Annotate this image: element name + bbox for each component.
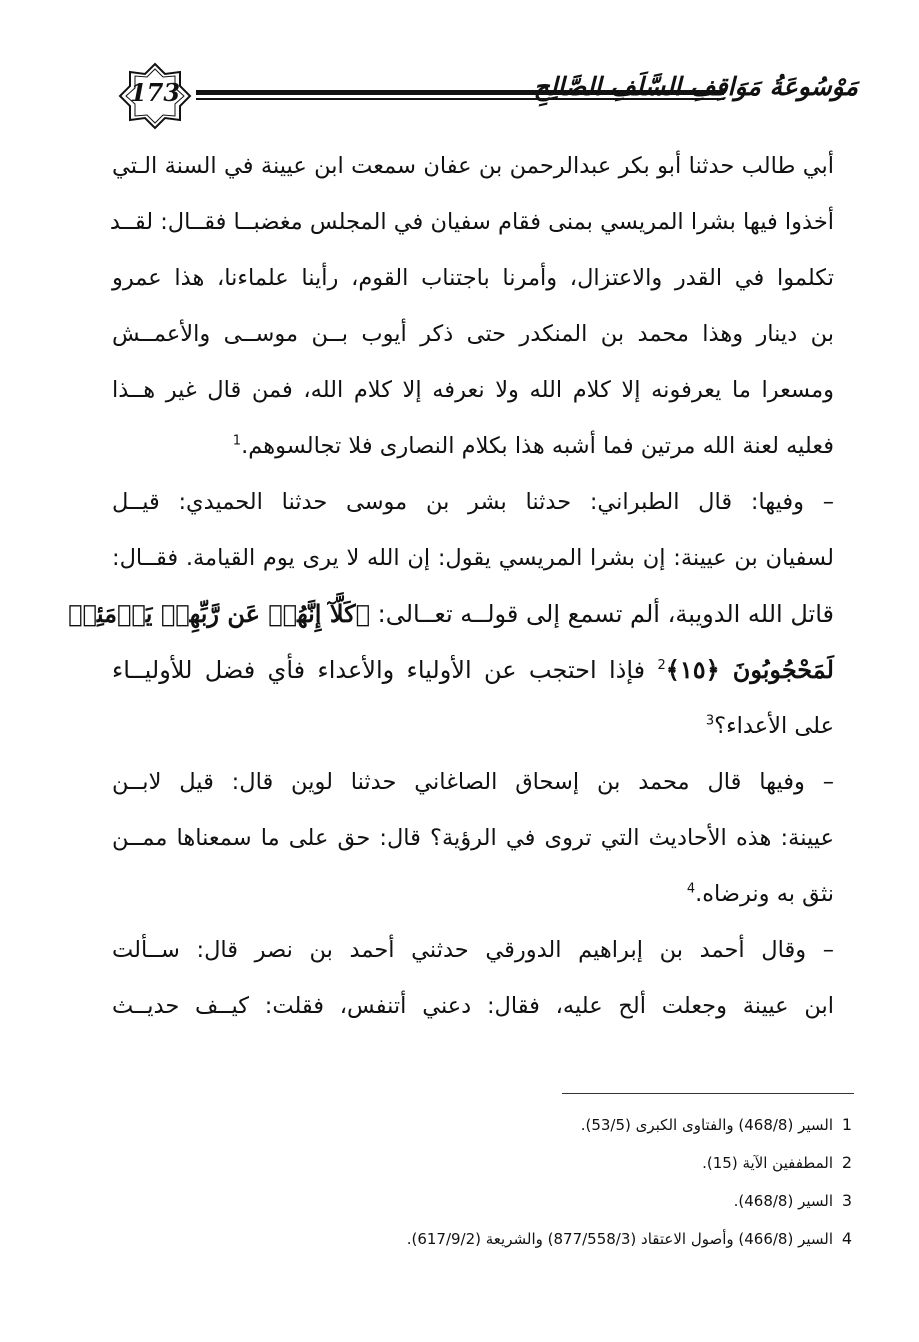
footnote-item [200,1150,852,1188]
footnote-text: السير (466/8) وأصول الاعتقاد (877/558/3) والشريعة (617/9/2). [406,1230,834,1248]
book-title: مَوْسُوعَةُ مَوَاقِفِ السَّلَفِ الصَّالِحِ [533,72,858,101]
quran-verse: ﴿كَلَّآ إِنَّهُمۡ عَن رَّبِّهِمۡ يَوۡمَئِذٖ [68,599,370,628]
page-number-badge [118,62,192,130]
text-line [112,642,834,698]
footnote-number: 2 [841,1153,852,1172]
text-line: – وفيها قال محمد بن إسحاق الصاغاني حدثنا لوين قال: قيل لابــن [112,769,834,795]
text-segment: على الأعداء؟ [714,713,834,739]
main-text [68,138,834,1034]
text-line [112,418,834,474]
text-line: أبي طالب حدثنا أبو بكر عبدالرحمن بن عفان سمعت ابن عيينة في السنة الـتي [112,153,834,179]
text-line: – وقال أحمد بن إبراهيم الدورقي حدثني أحمد بن نصر قال: ســألت [112,937,834,963]
footnote-item [200,1226,852,1264]
text-line: بن دينار وهذا محمد بن المنكدر حتى ذكر أيوب بــن موســى والأعمــش [112,321,834,347]
footnote-text: المطففين الآية (15). [702,1154,834,1172]
footnote-ref: 3 [705,713,715,729]
page-header [118,62,858,130]
text-segment: قاتل الله الدويبة، ألم تسمع إلى قولــه تعــالى: [377,600,834,628]
footnote-text: السير (468/8) والفتاوى الكبرى (53/5). [580,1116,834,1134]
footnote-separator [562,1093,854,1094]
text-line: تكلموا في القدر والاعتزال، وأمرنا باجتناب القوم، رأينا علماءنا، هذا عمرو [112,265,834,291]
footnote-number: 1 [841,1115,852,1134]
footnotes [200,1112,852,1264]
text-line [68,586,834,642]
text-line [112,698,834,754]
footnote-ref: 4 [686,881,696,897]
footnote-ref: 1 [232,433,242,449]
footnote-number: 4 [841,1229,852,1248]
text-line: عيينة: هذه الأحاديث التي تروى في الرؤية؟ قال: حق على ما سمعناها ممــن [112,825,834,851]
text-line: لسفيان بن عيينة: إن بشرا المريسي يقول: إن الله لا يرى يوم القيامة. فقــال: [112,545,834,571]
footnote-ref: 2 [657,658,666,673]
text-line: أخذوا فيها بشرا المريسي بمنى فقام سفيان في المجلس مغضبــا فقــال: لقــد [109,209,834,235]
text-line: – وفيها: قال الطبراني: حدثنا بشر بن موسى حدثنا الحميدي: قيــل [112,489,834,515]
footnote-item [200,1188,852,1226]
text-segment: نثق به ونرضاه. [695,881,834,907]
text-segment: فعليه لعنة الله مرتين فما أشبه هذا بكلام النصارى فلا تجالسوهم. [241,433,834,459]
text-line: ومسعرا ما يعرفونه إلا كلام الله ولا نعرفه إلا كلام الله، فمن قال غير هــذا [112,377,834,403]
text-segment: فإذا احتجب عن الأولياء والأعداء فأي فضل للأوليــاء [112,656,646,684]
footnote-number: 3 [841,1191,852,1210]
page-number: 173 [129,78,181,107]
quran-verse-end: لَمَحْجُوبُونَ ﴿١٥﴾ [665,655,834,684]
footnote-item [200,1112,852,1150]
text-line: ابن عيينة وجعلت ألح عليه، فقال: دعني أتنفس، فقلت: كيــف حديــث [112,993,834,1019]
footnote-text: السير (468/8). [733,1192,834,1210]
text-line [112,866,834,922]
